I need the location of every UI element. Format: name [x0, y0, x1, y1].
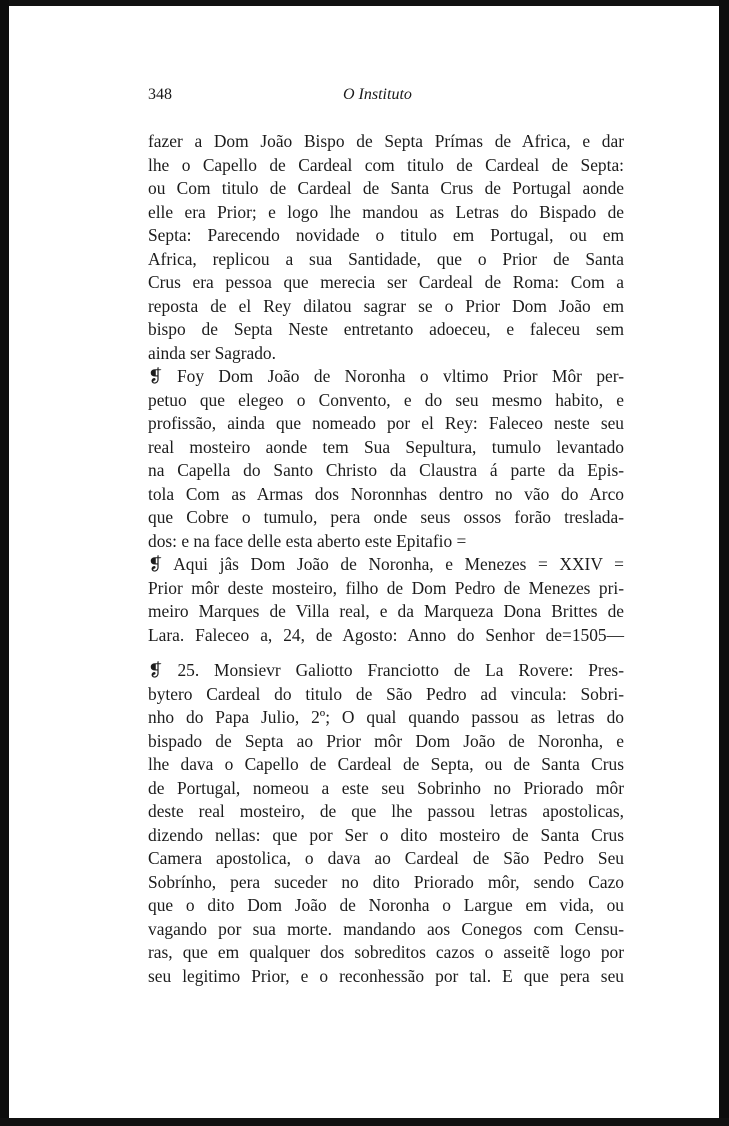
scan-border-top — [0, 0, 729, 6]
text-line: ❡ Foy Dom João de Noronha o vltimo Prior Môr per- — [148, 366, 624, 386]
text-line: ainda ser Sagrado. — [148, 342, 276, 363]
text-line: fazer a Dom João Bispo de Septa Prímas de Africa, e dar — [148, 131, 624, 151]
text-line: Septa: Parecendo novidade o titulo em Portugal, ou em — [148, 225, 624, 245]
text-line: bytero Cardeal do titulo de São Pedro ad vincula: Sobri- — [148, 683, 624, 704]
text-line: que Cobre o tumulo, pera onde seus ossos forão treslada- — [148, 507, 624, 527]
text-line: Camera apostolica, o dava ao Cardeal de São Pedro Seu — [148, 848, 624, 868]
scan-border-right — [719, 0, 729, 1126]
text-line: bispado de Septa ao Prior môr Dom João de Noronha, e — [148, 730, 624, 751]
text-line: bispo de Septa Neste entretanto adoeceu, e faleceu sem — [148, 319, 624, 339]
text-line: dos: e na face delle esta aberto este Epitafio = — [148, 530, 467, 551]
text-line: ras, que em qualquer dos sobreditos cazos o asseitẽ logo por — [148, 942, 624, 962]
page-number: 348 — [148, 86, 172, 103]
body-text — [148, 130, 624, 988]
text-line: Africa, replicou a sua Santidade, que o Prior de Santa — [148, 248, 624, 269]
text-line: petuo que elegeo o Convento, e do seu mesmo habito, e — [148, 389, 624, 410]
text-line: Prior môr deste mosteiro, filho de Dom Pedro de Menezes pri- — [148, 577, 624, 598]
text-line: meiro Marques de Villa real, e da Marqueza Dona Brittes de — [148, 601, 624, 621]
text-line: ❡ Aqui jâs Dom João de Noronha, e Menezes = XXIV = — [148, 554, 624, 574]
text-line: reposta de el Rey dilatou sagrar se o Prior Dom João em — [148, 295, 624, 316]
text-line: elle era Prior; e logo lhe mandou as Letras do Bispado de — [148, 201, 624, 222]
running-title: O Instituto — [343, 86, 412, 103]
text-line: de Portugal, nomeou a este seu Sobrinho no Priorado môr — [148, 777, 624, 798]
page-header — [148, 86, 624, 110]
text-line: Sobrínho, pera suceder no dito Priorado môr, sendo Cazo — [148, 871, 624, 892]
text-line: tola Com as Armas dos Noronnhas dentro no vão do Arco — [148, 483, 624, 504]
text-line: vagando por sua morte. mandando aos Conegos com Censu- — [148, 918, 624, 939]
scan-border-bottom — [0, 1118, 729, 1126]
text-line: que o dito Dom João de Noronha o Largue em vida, ou — [148, 895, 624, 915]
text-line: na Capella do Santo Christo da Claustra á parte da Epis- — [148, 460, 624, 480]
scan-border-left — [0, 0, 9, 1126]
text-line: profissão, ainda que nomeado por el Rey: Faleceo neste seu — [148, 413, 624, 433]
text-line: lhe dava o Capello de Cardeal de Septa, ou de Santa Crus — [148, 754, 624, 774]
text-line: ❡ 25. Monsievr Galiotto Franciotto de La Rovere: Pres- — [148, 660, 624, 680]
paragraph-gap — [148, 647, 624, 659]
text-line: seu legitimo Prior, e o reconhessão por tal. E que pera seu — [148, 965, 624, 986]
text-line: Lara. Faleceo a, 24, de Agosto: Anno do Senhor de=1505— — [148, 624, 624, 645]
text-line: lhe o Capello de Cardeal com titulo de Cardeal de Septa: — [148, 154, 624, 175]
text-line: real mosteiro aonde tem Sua Sepultura, tumulo levantado — [148, 436, 624, 457]
text-line: nho do Papa Julio, 2º; O qual quando passou as letras do — [148, 707, 624, 727]
text-line: ou Com titulo de Cardeal de Santa Crus de Portugal aonde — [148, 178, 624, 198]
text-line: dizendo nellas: que por Ser o dito mosteiro de Santa Crus — [148, 824, 624, 845]
text-line: deste real mosteiro, de que lhe passou letras apostolicas, — [148, 801, 624, 821]
text-line: Crus era pessoa que merecia ser Cardeal de Roma: Com a — [148, 272, 624, 292]
